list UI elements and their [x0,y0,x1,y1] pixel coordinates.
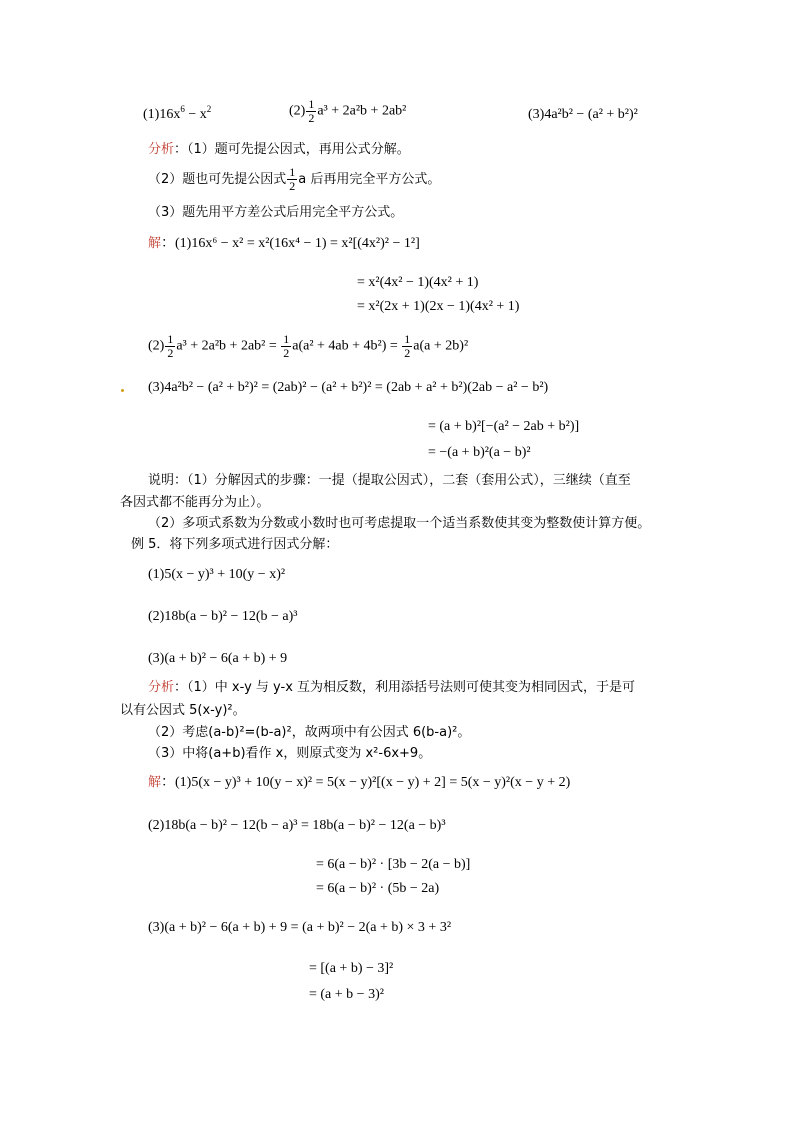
note-2: （2）多项式系数为分数或小数时也可考虑提取一个适当系数使其变为整数使计算方便。 [148,516,651,531]
solution-2-part-3-line-1: (3)(a + b)² − 6(a + b) + 9 = (a + b)² − 2(a + b) × 3 + 3² [148,920,452,935]
solution-1-part-3-line-3: = −(a + b)²(a − b)² [428,445,531,460]
solution-1-line-3: = x²(2x + 1)(2x − 1)(4x² + 1) [357,299,520,314]
analysis-label: 分析 [148,680,175,695]
solution-2-part-2-line-1: (2)18b(a − b)² − 12(b − a)³ = 18b(a − b)² − 12(a − b)³ [148,818,446,833]
example-5-item-2: (2)18b(a − b)² − 12(b − a)³ [148,609,298,624]
bullet-dot [121,389,124,392]
solution-1-part-3-line-2: = (a + b)²[−(a² − 2ab + b²)] [428,419,580,434]
problem-2: (2) $\frac{1}{2}$ a³ + 2a²b + 2ab² [289,97,407,125]
example-heading: 例 5．将下列多项式进行因式分解： [131,537,339,552]
problem-1: $(1)16x^6 - x^2$ [143,104,212,122]
problem-3: (3)4a²b² − (a² + b²)² [528,107,638,122]
solution-label: 解 [148,236,162,251]
analysis-1-line-2: （2）题也可先提公因式 $\frac{1}{2}$ a 后再用完全平方公式。 [148,165,441,193]
example-5-item-1: (1)5(x − y)³ + 10(y − x)² [148,567,286,582]
analysis-2-line-1: 分析：（1）中 x-y 与 y-x 互为相反数，利用添括号法则可使其变为相同因式，于是可 [148,680,636,695]
analysis-1-line-1: 分析：（1）题可先提公因式，再用公式分解。 [148,142,410,157]
analysis-2-line-4: （3）中将(a+b)看作 x，则原式变为 x²-6x+9。 [148,746,432,761]
analysis-2-line-3: （2）考虑(a-b)²=(b-a)²，故两项中有公因式 6(b-a)²。 [148,725,471,740]
solution-1-part-2: (2) $\frac{1}{2}$ a³ + 2a²b + 2ab² = $\frac{1}{2}$ a(a² + 4ab + 4b²) = $\frac{1}{2}$ a(a + 2b)² [148,332,469,360]
solution-1-line-1: 解：(1)16x⁶ − x² = x²(16x⁴ − 1) = x²[(4x²)² − 1²] [148,236,420,251]
solution-2-part-3-line-2: = [(a + b) − 3]² [309,961,394,976]
note-1b: 各因式都不能再分为止）。 [120,495,270,510]
fraction: $\frac{1}{2}$ [308,97,315,125]
analysis-1-line-3: （3）题先用平方差公式后用完全平方公式。 [148,205,404,220]
solution-2-part-3-line-3: = (a + b − 3)² [309,987,384,1002]
analysis-label: 分析 [148,142,175,157]
solution-2-line-1: 解：(1)5(x − y)³ + 10(y − x)² = 5(x − y)²[(x − y) + 2] = 5(x − y)²(x − y + 2) [148,775,571,790]
fraction: $\frac{1}{2}$ [289,165,296,193]
example-5-item-3: (3)(a + b)² − 6(a + b) + 9 [148,651,288,666]
analysis-2-line-2: 以有公因式 5(x-y)²。 [120,703,246,718]
solution-2-part-2-line-2: = 6(a − b)² · [3b − 2(a − b)] [316,857,471,872]
note-1a: 说明：（1）分解因式的步骤：一提（提取公因式），二套（套用公式），三继续（直至 [148,473,631,488]
solution-1-part-3-line-1: (3)4a²b² − (a² + b²)² = (2ab)² − (a² + b²)² = (2ab + a² + b²)(2ab − a² − b²) [148,380,549,395]
solution-2-part-2-line-3: = 6(a − b)² · (5b − 2a) [316,881,440,896]
solution-1-line-2: = x²(4x² − 1)(4x² + 1) [357,275,479,290]
solution-label: 解 [148,775,162,790]
